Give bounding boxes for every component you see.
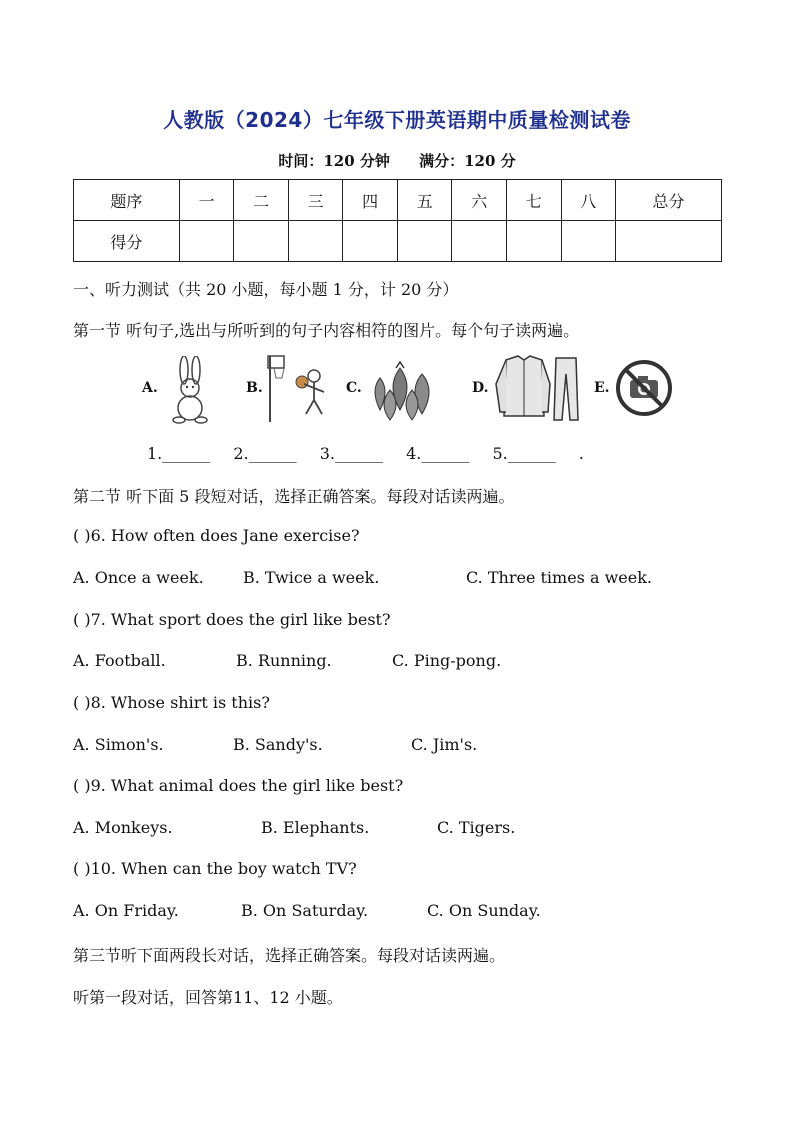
answer-blank-5[interactable]: 5.______ <box>492 444 556 463</box>
picture-option-d <box>472 352 582 428</box>
part3-sub-instruction: 听第一段对话，回答第11、12 小题。 <box>73 988 343 1007</box>
sportswear-icon <box>492 354 580 424</box>
score-header-cell: 一 <box>179 180 234 221</box>
no-photo-sign-icon <box>614 358 674 418</box>
question-9-option-b: B. Elephants. <box>261 818 370 837</box>
part2-instruction: 第二节 听下面 5 段短对话，选择正确答案。每段对话读两遍。 <box>73 487 515 506</box>
question-9-option-c: C. Tigers. <box>437 818 516 837</box>
question-6-stem: ( )6. How often does Jane exercise? <box>73 526 360 545</box>
score-header-cell: 题序 <box>74 180 180 221</box>
question-9-stem: ( )9. What animal does the girl like best? <box>73 776 404 795</box>
picture-option-b <box>246 352 336 428</box>
score-header-cell: 二 <box>234 180 289 221</box>
page-title: 人教版（2024）七年级下册英语期中质量检测试卷 <box>163 108 631 132</box>
score-header-cell: 总分 <box>616 180 722 221</box>
question-10-stem: ( )10. When can the boy watch TV? <box>73 859 357 878</box>
question-10-option-b: B. On Saturday. <box>241 901 369 920</box>
question-6-option-b: B. Twice a week. <box>243 568 380 587</box>
question-7-option-c: C. Ping-pong. <box>392 651 502 670</box>
picture-option-c <box>346 352 456 428</box>
score-cell[interactable] <box>616 221 722 262</box>
score-header-cell: 六 <box>452 180 507 221</box>
picture-label: D. <box>472 380 489 396</box>
exam-full-score: 满分：120 分 <box>419 152 516 170</box>
score-cell[interactable] <box>561 221 616 262</box>
score-header-cell: 四 <box>343 180 398 221</box>
question-8-option-a: A. Simon's. <box>73 735 164 754</box>
answer-blank-1[interactable]: 1.______ <box>147 444 211 463</box>
score-header-cell: 七 <box>507 180 562 221</box>
question-10-option-c: C. On Sunday. <box>427 901 541 920</box>
score-cell[interactable] <box>397 221 452 262</box>
score-table-header-row <box>74 180 722 221</box>
section-heading: 一、听力测试（共 20 小题，每小题 1 分，计 20 分） <box>73 280 459 299</box>
part3-instruction: 第三节听下面两段长对话，选择正确答案。每段对话读两遍。 <box>73 946 506 965</box>
question-8-option-b: B. Sandy's. <box>233 735 323 754</box>
picture-label: C. <box>346 380 362 396</box>
score-cell[interactable] <box>234 221 289 262</box>
rabbit-icon <box>164 356 216 424</box>
score-header-cell: 八 <box>561 180 616 221</box>
score-row-label: 得分 <box>74 221 180 262</box>
question-10-option-a: A. On Friday. <box>73 901 179 920</box>
picture-label: A. <box>142 380 158 396</box>
question-6-option-a: A. Once a week. <box>73 568 204 587</box>
question-8-option-c: C. Jim's. <box>411 735 478 754</box>
score-cell[interactable] <box>452 221 507 262</box>
picture-label: E. <box>594 380 610 396</box>
question-6-option-c: C. Three times a week. <box>466 568 653 587</box>
basketball-player-icon <box>264 352 330 424</box>
strawberries-icon <box>366 360 446 422</box>
score-cell[interactable] <box>288 221 343 262</box>
exam-info <box>0 150 794 171</box>
blank-end-period: . <box>578 444 584 463</box>
question-8-stem: ( )8. Whose shirt is this? <box>73 693 270 712</box>
picture-label: B. <box>246 380 263 396</box>
score-table <box>73 179 722 262</box>
answer-blank-3[interactable]: 3.______ <box>319 444 383 463</box>
answer-blank-4[interactable]: 4.______ <box>406 444 470 463</box>
answer-blanks <box>147 444 602 463</box>
picture-option-a <box>142 352 222 428</box>
part1-instruction: 第一节 听句子,选出与所听到的句子内容相符的图片。每个句子读两遍。 <box>73 321 580 340</box>
exam-time: 时间：120 分钟 <box>278 152 390 170</box>
question-7-option-a: A. Football. <box>73 651 166 670</box>
score-table-score-row <box>74 221 722 262</box>
picture-option-e <box>594 352 684 428</box>
score-cell[interactable] <box>343 221 398 262</box>
score-cell[interactable] <box>179 221 234 262</box>
score-header-cell: 五 <box>397 180 452 221</box>
question-7-stem: ( )7. What sport does the girl like best? <box>73 610 391 629</box>
picture-options <box>142 352 682 428</box>
question-9-option-a: A. Monkeys. <box>73 818 173 837</box>
score-header-cell: 三 <box>288 180 343 221</box>
answer-blank-2[interactable]: 2.______ <box>233 444 297 463</box>
question-7-option-b: B. Running. <box>236 651 332 670</box>
score-cell[interactable] <box>507 221 562 262</box>
